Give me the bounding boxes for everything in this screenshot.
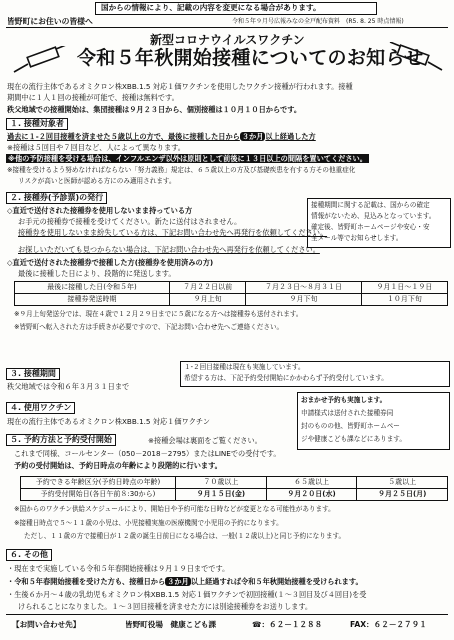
booking-table bbox=[20, 476, 448, 501]
s2-a2: 接種券を使用しないまま紛失している方は、下記お問い合わせ先へ再発行を依頼してください。 bbox=[18, 228, 328, 237]
table-cell: ７月２３日～８月３１日 bbox=[246, 282, 362, 294]
section6-title: ６. その他 bbox=[6, 549, 52, 561]
s1-line1: 過去に１-２回目接種を済ませた５歳以上の方で、最後に接種した日から ３か月 以上経過した方 bbox=[7, 132, 316, 141]
table-cell: ６５歳以上 bbox=[266, 477, 357, 489]
s2-a3: お探しいただいても見つからない場合は、下記お問い合わせ先へ再発行を依頼してください。 bbox=[18, 245, 320, 254]
s5-note3: ただし、１１歳の方で接種日が１２歳の誕生日前日になる場合は、一般(１２歳以上)と同じ予約になります。 bbox=[24, 532, 346, 540]
section2-title: ２. 接種券(予診票)の発行 bbox=[6, 192, 107, 204]
s6-line3: ・生後６か月～４歳の乳幼児もオミクロン株XBB.1.5 対応１価ワクチンで初回接種(１～３回目及び４回目)を受 bbox=[7, 590, 367, 599]
table-cell: ７０歳以上 bbox=[176, 477, 267, 489]
send-schedule-table bbox=[14, 281, 448, 306]
s5-note1: ※国からのワクチン供給スケジュールにより、開始日や予約可能な日時などが変更となる可能性があります。 bbox=[14, 505, 335, 513]
sidebox-line2: 情報がないため、見込みとなっています。 bbox=[311, 212, 436, 220]
title-sub: 新型コロナウイルスワクチン bbox=[150, 33, 305, 47]
table-cell: ９月２０日(水) bbox=[266, 489, 357, 501]
s6-line1: ・現在まで実施している令和５年春開始接種は９月１９日までです。 bbox=[7, 564, 230, 573]
sidebox-line3: 確定後、皆野町ホームページや安心・安 bbox=[311, 223, 430, 231]
three-months-badge: ３か月 bbox=[167, 577, 189, 586]
section3-title: ３. 接種期間 bbox=[6, 368, 60, 380]
footer-label: 【お問い合わせ先】 bbox=[12, 620, 81, 629]
table-cell: １０月下旬 bbox=[361, 294, 447, 306]
sidebox-line4: 全メール等でお知らせします。 bbox=[311, 234, 403, 242]
s1-note1: ※接種は５回目や７回目など、人によって異なります。 bbox=[7, 143, 185, 152]
table-head-label: 最後に接種した日(令和５年) bbox=[15, 282, 170, 294]
sidebox2-line1: おまかせ予約も実施します。 bbox=[301, 396, 387, 404]
table-cell: ９月上旬 bbox=[170, 294, 246, 306]
s2-a: ◇直近で送付された接種券を使用しないまま持っている方 bbox=[7, 206, 193, 215]
sidebox-line1: 接種期間に関する記載は、国からの確定 bbox=[311, 201, 430, 209]
header-left: 皆野町にお住いの皆様へ bbox=[7, 17, 93, 26]
s3-body: 秩父地域では令和６年３月３１日まで bbox=[7, 382, 130, 391]
s6-line4: けられることになりました。１～３回目接種を済ませた方には別途接種券をお送りします。 bbox=[18, 602, 313, 611]
table-cell: ９月１５日(金) bbox=[176, 489, 267, 501]
notice-text: 国からの情報により、記載の内容を変更になる場合があります。 bbox=[101, 3, 321, 12]
footer-tel: ☎：６２－１２８８ bbox=[252, 620, 323, 629]
table-cell: ９月２５日(月) bbox=[357, 489, 448, 501]
table-cell: ７月２２日以前 bbox=[170, 282, 246, 294]
header-right: 令和５年９月号広報みなの全戸配布資料 (R5. 8. 25 時点情報) bbox=[232, 18, 404, 25]
s2-b1: 最後に接種した日により、段階的に発送します。 bbox=[18, 269, 176, 278]
header-rule bbox=[6, 27, 448, 28]
s4-body: 現在の流行主体であるオミクロン株XBB.1.5 対応１価ワクチン bbox=[7, 417, 210, 426]
section1-title: １. 接種対象者 bbox=[6, 118, 68, 130]
title-main: 令和５年秋開始接種についてのお知らせ bbox=[77, 47, 424, 69]
section5-title: ５. 予約方法と予約受付開始 bbox=[6, 434, 116, 446]
s5-title-note: ※接種会場は裏面をご覧ください。 bbox=[148, 436, 262, 445]
table-cell: ５歳以上 bbox=[357, 477, 448, 489]
footer-office: 皆野町役場 健康こども課 bbox=[125, 620, 217, 629]
sidebox2-line4: ジや健康こども課などにあります。 bbox=[301, 435, 406, 443]
three-months-badge: ３か月 bbox=[241, 132, 264, 141]
s3-box-line1: １-２回目接種は現在も実施しています。 bbox=[184, 363, 305, 371]
syringe-icon-right bbox=[386, 42, 446, 78]
s2-b: ◇直近で送付された接種券で接種した方(接種券を使用済みの方) bbox=[7, 258, 214, 267]
intro-line1: 現在の流行主体であるオミクロン株XBB.1.5 対応１価ワクチンを使用したワクチン接種が行われます。接種 bbox=[7, 82, 353, 91]
s5-note2: ※接種日時点で５～１１歳の小児は、小児接種実施の医療機関で小児用の予約になります。 bbox=[14, 519, 283, 527]
syringe-icon-left bbox=[10, 46, 70, 80]
sidebox2-line2: 申請様式は送付された接種券同 bbox=[301, 409, 394, 417]
table-row-label: 予約できる年齢区分(予約日時点の年齢) bbox=[21, 477, 176, 489]
intro-line3: 秩父地域での接種開始は、集団接種は９月２３日から、個別接種は１０月１０日からです。 bbox=[7, 105, 302, 114]
s1-note3: リスクが高いと医師が認める方にのみ適用されます。 bbox=[18, 177, 176, 185]
s6-line2: ・令和５年春開始接種を受けた方も、接種日から ３か月 以上経過すれば令和５年秋開始接種を受けられます。 bbox=[7, 577, 363, 586]
sidebox2-line3: 封のものの他、皆野町ホームペー bbox=[301, 422, 400, 430]
section4-title: ４. 使用ワクチン bbox=[6, 402, 75, 414]
table-row-label: 接種券発送時期 bbox=[15, 294, 170, 306]
intro-line2: 期間中に１人１回の接種が可能で、接種は無料です。 bbox=[7, 93, 179, 102]
table-row-label: 予約受付開始日(各日午前８:30から) bbox=[21, 489, 176, 501]
s2-note2: ※皆野町へ転入された方は手続きが必要ですので、下記お問い合わせ先へご連絡ください。 bbox=[14, 323, 284, 331]
table-cell: ９月１日～１９日 bbox=[361, 282, 447, 294]
s5-line2: 予約の受付開始は、予約日時点の年齢により段階的に行います。 bbox=[14, 461, 222, 470]
s2-note1: ※９月上旬発送分では、現在４歳で１２月２９日までに５歳になる方へは接種券も送付されます。 bbox=[14, 310, 303, 318]
s1-black-notice: ※他の予防接種を受ける場合は、インフルエンザ以外は原則として前後に１３日以上の間隔を置いてください。 bbox=[8, 154, 367, 163]
s1-note2: ※接種を受けるよう努めなければならない「努力義務」規定は、６５歳以上の方及び基礎疾患を有する方その他重症化 bbox=[7, 166, 356, 174]
footer-rule bbox=[6, 614, 448, 615]
s5-line1: これまで同様、コールセンター（050－2018－2795）またはLINEでの受付です。 bbox=[14, 449, 281, 458]
s2-a1: お手元の接種券で接種を受けてください。新たに送付はされません。 bbox=[18, 217, 242, 226]
footer-fax: FAX：６２－２７９１ bbox=[350, 620, 427, 629]
table-cell: ９月下旬 bbox=[246, 294, 362, 306]
s3-box-line2: 希望する方は、下記予約受付開始にかかわらず予約受付しています。 bbox=[184, 374, 388, 382]
